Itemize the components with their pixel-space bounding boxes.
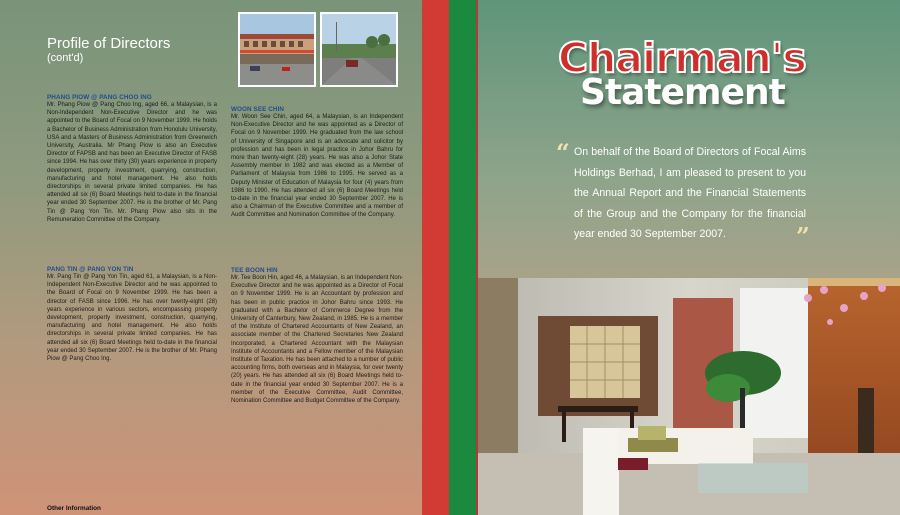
director-bio: Mr. Tee Boon Hin, aged 46, a Malaysian, is an Independent Non-Executive Director and he was appointed as a Director of Focal on 9 November 1999. He is an Accountant by profession and has been in public practice in Johor Bahru since 1993. He graduated with a Bachelor of Commerce Degree from the University of Canterbury, New Zealand, in 1985. He is a member of the Institute of Chartered Accountants of New Zealand, an associate member of the Chartered Secretaries New Zealand Incorporated, a Chartered Accountant with the Malaysian Institute of Accountants and a Fellow member of the Malaysian Institute of Taxation. He has been attached to a number of public accounting firms, both overseas and in Malaysia, for over twenty (20) years. He has attended all six (6) Board Meetings held to-date in the financial year ended 30 September 2007. He is a member of the Executive Committee, Audit Committee, Nomination Committee and Budget Committee of the Company. <box>231 275 403 405</box>
interior-photo <box>478 278 900 515</box>
footer-label: Other Information <box>47 505 101 512</box>
right-page <box>478 0 900 515</box>
open-quote-icon: “ <box>556 138 570 167</box>
chairman-heading <box>558 34 818 114</box>
director-bio: Mr. Pang Tin @ Pang Yon Tin, aged 61, a Malaysian, is a Non-Independent Non-Executive Director and he was appointed to the Board of Focal on 9 November 1999. He has been a director of FASB since 1996. He has over twenty-eight (28) years experience in various sectors, encompassing property development, property investment, construction, quarrying, manufacturing and hotel management. He also holds directorships in several private limited companies. He has attended all six (6) Board Meetings held to-date in the financial year ended 30 September 2007. He is the brother of Mr. Phang Piow @ Pang Choo Ing. <box>47 274 217 363</box>
director-name: PHANG PIOW @ PANG CHOO ING <box>47 94 152 101</box>
director-name: PANG TIN @ PANG YON TIN <box>47 266 134 273</box>
section-title: Profile of Directors <box>47 35 171 52</box>
director-name: TEE BOON HIN <box>231 267 278 274</box>
green-stripe <box>449 0 476 515</box>
heading-line1: Chairman's <box>558 34 806 82</box>
close-quote-icon: ” <box>796 222 810 251</box>
red-stripe <box>422 0 449 515</box>
street-photo <box>320 12 398 87</box>
shophouses-photo <box>238 12 316 87</box>
director-name: WOON SEE CHIN <box>231 106 285 113</box>
chairman-quote: On behalf of the Board of Directors of Focal Aims Holdings Berhad, I am pleased to present to you the Annual Report and the Financial Statements of the Group and the Company for the financial year ended 30 September 2007. <box>574 146 806 240</box>
section-subtitle: (cont'd) <box>47 52 84 64</box>
heading-line2: Statement <box>580 72 785 113</box>
director-bio: Mr. Phang Piow @ Pang Choo Ing, aged 66, a Malaysian, is a Non-Independent Non-Executive Director and he was appointed to the Board of Focal on 9 November 1999. He holds a Bachelor of Business Administration from Honolulu University, USA and a Masters of Business Administration from Greenwich University, Australia. Mr Phang Piow is also an Executive Director of FAPSB and has been an Executive Director of FASB since 1994. He has over thirty (30) years experience in property development, property investment, quarrying, construction, manufacturing and hotel management. He also holds directorships in several private limited companies. He has attended all six (6) Board Meetings held to-date in the financial year ended 30 September 2007. He is the brother of Mr. Pang Tin @ Pang Yon Tin. Mr. Phang Piow also sits in the Remuneration Committee of the Company. <box>47 102 217 223</box>
left-page <box>0 0 422 515</box>
director-bio: Mr. Woon See Chin, aged 64, a Malaysian, is an Independent Non-Executive Director and he was appointed as a Director of Focal on 9 November 1999. He graduated from the law school of University of Singapore and is an advocate and solicitor by profession and has been in legal practice in Johor Bahru for more than twenty-eight (28) years. He was also a Johor State Assembly member in 1982 and was elected as a Member of Parliament of Malaysia from 1986 to 1995. He served as a Deputy Minister of Education of Malaysia for four (4) years from 1986 to 1990. He has attended all six (6) Board Meetings held to-date in the financial year ended 30 September 2007. He is also a Chairman of the Executive Committee and a member of Audit Committee and Nomination Committee of the Company. <box>231 114 403 219</box>
